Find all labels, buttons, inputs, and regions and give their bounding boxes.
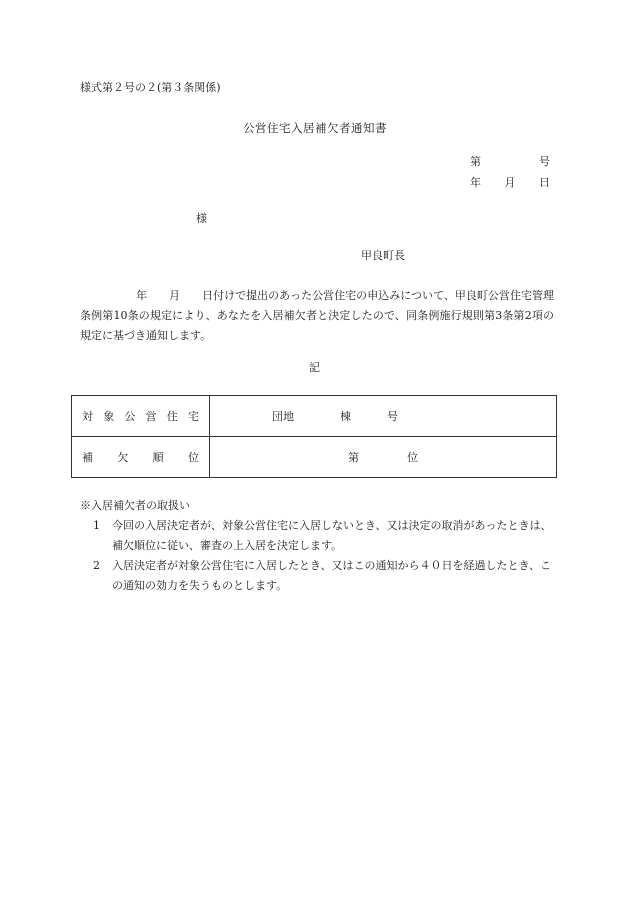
body-year: 年 xyxy=(136,289,148,302)
issuer: 甲良町長 xyxy=(361,249,405,262)
note-item xyxy=(80,516,554,556)
info-table xyxy=(71,395,557,478)
note-item xyxy=(80,556,554,596)
addressee: 様 xyxy=(196,212,207,225)
label-char: 公 xyxy=(124,410,136,423)
row-value-waitlist-rank xyxy=(210,437,557,478)
label-char: 補 xyxy=(82,451,93,464)
body-paragraph xyxy=(80,286,554,346)
document-date xyxy=(470,177,550,188)
danchi-label: 団地 xyxy=(272,410,294,423)
rank-suffix: 位 xyxy=(407,451,418,464)
label-char: 象 xyxy=(103,410,115,423)
rank-prefix: 第 xyxy=(348,451,359,464)
body-text: 日付けで提出のあった公営住宅の申込みについて、甲良町公営住宅管理条例第10条の規定により、あなたを入居補欠者と決定したので、同条例施行規則第3条第2項の規定に基づき通知します。 xyxy=(80,289,554,342)
ki-heading: 記 xyxy=(309,361,320,374)
row-label-waitlist-rank xyxy=(72,437,210,478)
note-number: 1 xyxy=(93,519,100,532)
doc-number-prefix: 第 xyxy=(470,155,481,168)
label-char: 宅 xyxy=(187,410,199,423)
label-char: 位 xyxy=(187,451,199,464)
date-month: 月 xyxy=(504,176,516,189)
label-char: 欠 xyxy=(117,451,129,464)
body-month: 月 xyxy=(169,289,181,302)
form-number: 様式第２号の２(第３条関係) xyxy=(80,81,221,94)
notes-title: ※入居補欠者の取扱い xyxy=(80,499,190,512)
row-value-target-housing xyxy=(210,396,557,437)
tou-label: 棟 xyxy=(340,410,351,423)
label-char: 営 xyxy=(145,410,157,423)
document-number xyxy=(470,156,550,167)
gou-label: 号 xyxy=(387,410,398,423)
label-char: 順 xyxy=(152,451,164,464)
table-row xyxy=(72,396,557,437)
note-text: 入居決定者が対象公営住宅に入居したとき、又はこの通知から４０日を経過したとき、この通知の効力を失うものとします。 xyxy=(112,559,552,592)
table-row xyxy=(72,437,557,478)
doc-number-suffix: 号 xyxy=(539,155,550,168)
row-label-target-housing xyxy=(72,396,210,437)
label-char: 住 xyxy=(166,410,178,423)
document-title: 公営住宅入居補欠者通知書 xyxy=(243,121,387,135)
note-number: 2 xyxy=(93,559,100,572)
label-char: 対 xyxy=(82,410,93,423)
date-year: 年 xyxy=(470,176,481,189)
note-text: 今回の入居決定者が、対象公営住宅に入居しないとき、又は決定の取消があったときは、補欠順位に従い、審査の上入居を決定します。 xyxy=(112,519,552,552)
date-day: 日 xyxy=(539,176,550,189)
